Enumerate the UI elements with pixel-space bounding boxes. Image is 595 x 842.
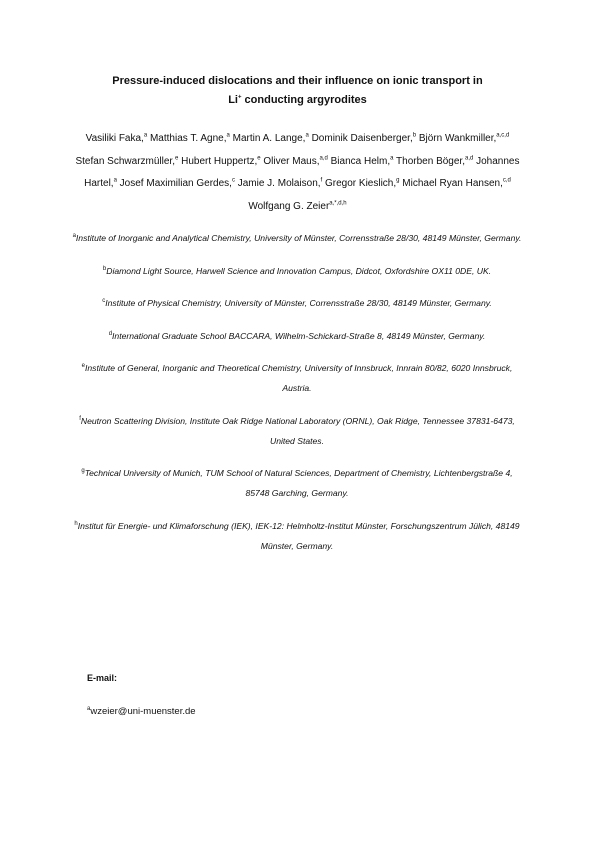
author-affiliation-marker: a — [143, 132, 148, 139]
affiliation-list — [72, 228, 522, 568]
affiliation-text: Institut für Energie- und Klimaforschung (IEK), IEK-12: Helmholtz-Institut Münster, Forschungszentrum Jülich, 48149 Münster, Germany. — [77, 520, 520, 551]
author-name: Josef Maximilian Gerdes, — [116, 178, 232, 189]
affiliation-text: Institute of Inorganic and Analytical Chemistry, University of Münster, Corrensstraße 28/30, 48149 Münster, Germany. — [75, 233, 522, 243]
affiliation-item — [72, 411, 522, 451]
affiliation-item — [72, 228, 522, 248]
author-affiliation-marker: e — [257, 155, 261, 162]
affiliation-text: Institute of General, Inorganic and Theoretical Chemistry, University of Innsbruck, Innrain 80/82, 6020 Innsbruck, Austria. — [84, 363, 513, 393]
author-affiliation-marker: c — [231, 177, 235, 184]
author-name: Dominik Daisenberger, — [308, 133, 413, 144]
affiliation-text: Neutron Scattering Division, Institute Oak Ridge National Laboratory (ORNL), Oak Ridge, Tennessee 37831-6473, United States. — [80, 415, 515, 446]
author-affiliation-marker: c,d — [502, 177, 511, 184]
paper-title — [60, 72, 535, 110]
author-name: Michael Ryan Hansen, — [399, 178, 503, 189]
affiliation-text: Technical University of Munich, TUM School of Natural Sciences, Department of Chemistry, Lichtenbergstraße 4, 85748 Garching, Germany. — [84, 468, 513, 498]
author-list — [70, 128, 525, 218]
author-affiliation-marker: a — [305, 132, 309, 139]
affiliation-marker: e — [81, 363, 85, 370]
author-name: Oliver Maus, — [260, 155, 320, 167]
author-name: Björn Wankmiller, — [416, 133, 497, 144]
affiliation-marker: h — [74, 520, 78, 527]
title-line-1: Pressure-induced dislocations and their influence on ionic transport in — [112, 75, 483, 87]
author-name: Martin A. Lange, — [229, 133, 306, 144]
title-li: Li — [228, 94, 238, 106]
affiliation-text: Diamond Light Source, Harwell Science and Innovation Campus, Didcot, Oxfordshire OX11 0DE, UK. — [106, 265, 492, 276]
affiliation-marker: g — [81, 468, 85, 475]
author-name: Matthias T. Agne, — [147, 133, 227, 144]
author-name: Bianca Helm, — [327, 155, 391, 167]
author-name: Wolfgang G. Zeier — [248, 200, 330, 212]
author-name: Jamie J. Molaison, — [234, 178, 321, 189]
author-affiliation-marker: a — [226, 132, 230, 139]
author-name: Johannes Hartel, — [84, 155, 520, 189]
affiliation-marker: f — [79, 415, 81, 422]
author-name: Hubert Huppertz, — [178, 155, 258, 167]
email-marker: a — [87, 705, 91, 712]
affiliation-item — [72, 326, 522, 346]
affiliation-marker: a — [72, 233, 76, 240]
author-name: Gregor Kieslich, — [322, 178, 397, 189]
affiliation-text: International Graduate School BACCARA, Wilhelm-Schickard-Straße 8, 48149 Münster, Germany. — [112, 330, 486, 341]
author-name: Vasiliki Faka, — [85, 133, 144, 144]
affiliation-marker: b — [102, 265, 107, 272]
corresponding-email — [87, 706, 196, 717]
author-affiliation-marker: a,d — [319, 155, 328, 162]
affiliation-item — [72, 516, 522, 556]
author-name: Thorben Böger, — [393, 155, 465, 167]
author-affiliation-marker: a,*,d,h — [329, 200, 347, 207]
author-name: Stefan Schwarzmüller, — [75, 155, 175, 167]
author-affiliation-marker: a,d — [465, 155, 474, 162]
title-li-charge: + — [237, 94, 242, 101]
author-affiliation-marker: g — [396, 177, 400, 184]
title-line-2-rest: conducting argyrodites — [241, 94, 367, 106]
email-address[interactable]: wzeier@uni-muenster.de — [90, 706, 196, 717]
affiliation-marker: c — [102, 298, 106, 305]
author-affiliation-marker: a,c,d — [496, 132, 510, 139]
affiliation-item — [72, 293, 522, 313]
email-label: E-mail: — [87, 673, 118, 683]
author-affiliation-marker: b — [412, 132, 417, 139]
affiliation-text: Institute of Physical Chemistry, University of Münster, Corrensstraße 28/30, 48149 Münster, Germany. — [105, 298, 492, 308]
affiliation-marker: d — [108, 330, 113, 337]
affiliation-item — [72, 463, 522, 503]
title-line-2 — [60, 91, 535, 110]
affiliation-item — [72, 358, 522, 398]
author-affiliation-marker: a — [113, 177, 117, 184]
affiliation-item — [72, 261, 522, 281]
author-affiliation-marker: a — [390, 155, 394, 162]
author-affiliation-marker: f — [320, 177, 323, 184]
author-affiliation-marker: e — [174, 155, 179, 162]
